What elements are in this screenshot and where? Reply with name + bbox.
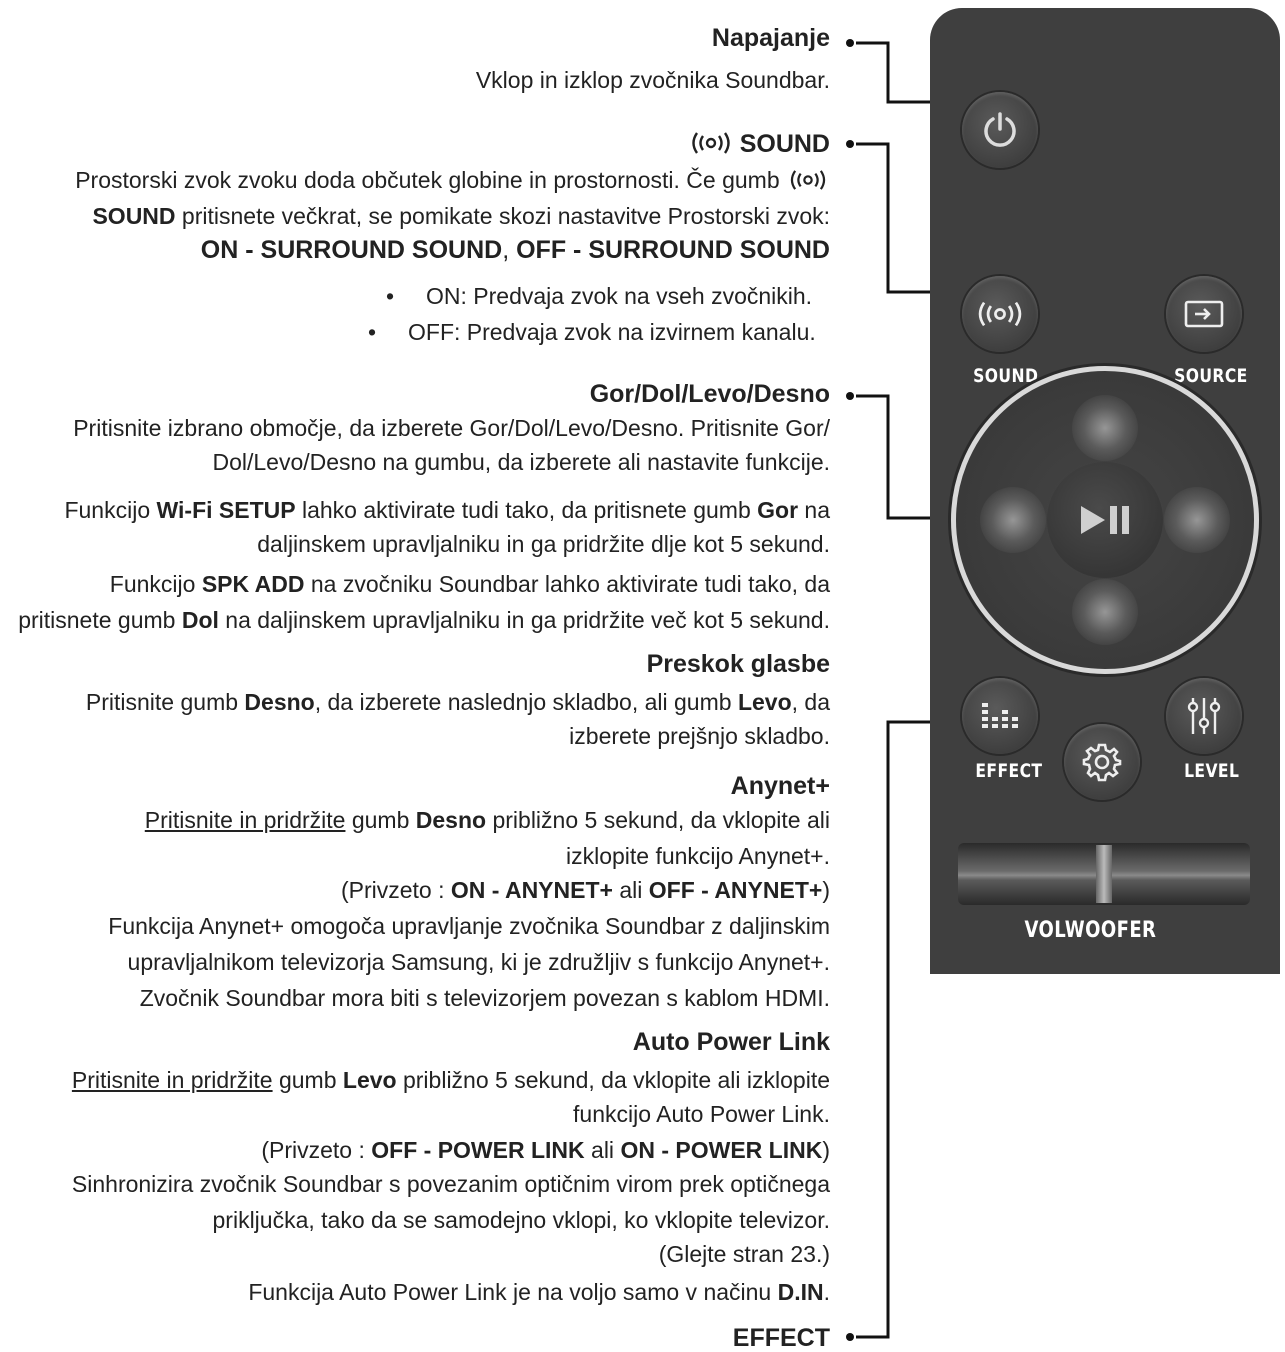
effect-label: EFFECT <box>975 760 1043 782</box>
section-title-apl: Auto Power Link <box>632 1028 830 1056</box>
dpad-p3-line2: pritisnete gumb Dol na daljinskem upravljalniku in ga pridržite več kot 5 sekund. <box>18 607 830 633</box>
sound-title-text: SOUND <box>739 130 830 158</box>
dpad-p2-line2: daljinskem upravljalniku in ga pridržite dlje kot 5 sekund. <box>257 531 830 557</box>
power-description: Vklop in izklop zvočnika Soundbar. <box>475 67 830 93</box>
source-button[interactable] <box>1166 276 1242 352</box>
dpad-p1-line2: Dol/Levo/Desno na gumbu, da izberete ali nastavite funkcije. <box>212 449 830 475</box>
sound-label: SOUND <box>973 365 1039 387</box>
effect-button[interactable] <box>962 678 1038 754</box>
dpad-left-button[interactable] <box>980 487 1046 553</box>
section-title-power: Napajanje <box>711 24 830 52</box>
level-label: LEVEL <box>1184 760 1240 782</box>
direction-pad <box>951 366 1259 674</box>
apl-line1: Pritisnite in pridržite gumb Levo približno 5 sekund, da vklopite ali izklopite <box>71 1067 830 1093</box>
anynet-desc2: upravljalnikom televizorja Samsung, ki je združljiv s funkcijo Anynet+. <box>127 949 830 975</box>
play-pause-icon <box>1079 504 1131 536</box>
section-title-sound <box>689 130 830 158</box>
anynet-desc1: Funkcija Anynet+ omogoča upravljanje zvočnika Soundbar z daljinskim <box>108 913 830 939</box>
apl-desc1: Sinhronizira zvočnik Soundbar s povezanim optičnim virom prek optičnega <box>71 1171 830 1197</box>
surround-sound-icon <box>689 131 733 155</box>
surround-sound-icon <box>975 299 1025 329</box>
apl-note: Funkcija Auto Power Link je na voljo samo v načinu D.IN. <box>248 1279 830 1305</box>
settings-button[interactable] <box>1064 724 1140 800</box>
sound-desc-text: Prostorski zvok zvoku doda občutek globine in prostornosti. Če gumb <box>75 167 780 193</box>
dpad-p1-line1: Pritisnite izbrano območje, da izberete Gor/Dol/Levo/Desno. Pritisnite Gor/ <box>73 415 830 441</box>
dpad-p3-line1: Funkcijo SPK ADD na zvočniku Soundbar lahko aktivirate tudi tako, da <box>109 571 830 597</box>
section-title-skip: Preskok glasbe <box>646 650 830 678</box>
sound-bullet-on: • ON: Predvaja zvok na vseh zvočnikih. <box>386 283 813 309</box>
woofer-volume-slider[interactable] <box>958 843 1250 905</box>
power-button[interactable] <box>962 92 1038 168</box>
apl-desc2: priključka, tako da se samodejno vklopi, ko vklopite televizor. <box>212 1207 830 1233</box>
apl-line2: funkcijo Auto Power Link. <box>573 1101 830 1127</box>
level-sliders-icon <box>1184 696 1224 736</box>
sound-desc-line1 <box>75 166 830 194</box>
play-pause-button[interactable] <box>1047 462 1163 578</box>
anynet-line1: Pritisnite in pridržite gumb Desno približno 5 sekund, da vklopite ali <box>144 807 830 833</box>
remote-control <box>930 8 1280 974</box>
sound-desc-line2: SOUND pritisnete večkrat, se pomikate skozi nastavitve Prostorski zvok: <box>92 203 830 229</box>
sound-button[interactable] <box>962 276 1038 352</box>
dpad-p2-line1: Funkcijo Wi-Fi SETUP lahko aktivirate tudi tako, da pritisnete gumb Gor na <box>64 497 830 523</box>
dpad-right-button[interactable] <box>1164 487 1230 553</box>
dpad-up-button[interactable] <box>1072 395 1138 461</box>
section-title-dpad: Gor/Dol/Levo/Desno <box>589 380 830 408</box>
woofer-slider-knob[interactable] <box>1096 845 1112 903</box>
apl-default: (Privzeto : OFF - POWER LINK ali ON - POWER LINK) <box>261 1137 830 1163</box>
skip-line1: Pritisnite gumb Desno, da izberete naslednjo skladbo, ali gumb Levo, da <box>85 689 830 715</box>
anynet-default: (Privzeto : ON - ANYNET+ ali OFF - ANYNET+) <box>340 877 830 903</box>
dpad-down-button[interactable] <box>1072 579 1138 645</box>
apl-desc3: (Glejte stran 23.) <box>658 1241 830 1267</box>
section-title-effect: EFFECT <box>732 1324 830 1352</box>
woofer-label: VOLWOOFER <box>1024 918 1157 943</box>
source-label: SOURCE <box>1174 365 1248 387</box>
source-input-icon <box>1183 298 1225 330</box>
anynet-desc3: Zvočnik Soundbar mora biti s televizorjem povezan s kablom HDMI. <box>139 985 830 1011</box>
sound-modes: ON - SURROUND SOUND, OFF - SURROUND SOUND <box>200 236 830 264</box>
skip-line2: izberete prejšnjo skladbo. <box>569 723 830 749</box>
level-button[interactable] <box>1166 678 1242 754</box>
surround-sound-icon <box>786 169 830 191</box>
sound-bullet-off: • OFF: Predvaja zvok na izvirnem kanalu. <box>368 319 816 345</box>
gear-icon <box>1080 740 1124 784</box>
equalizer-bars-icon <box>980 699 1020 733</box>
section-title-anynet: Anynet+ <box>730 772 830 800</box>
power-icon <box>979 109 1021 151</box>
anynet-line2: izklopite funkcijo Anynet+. <box>565 843 830 869</box>
